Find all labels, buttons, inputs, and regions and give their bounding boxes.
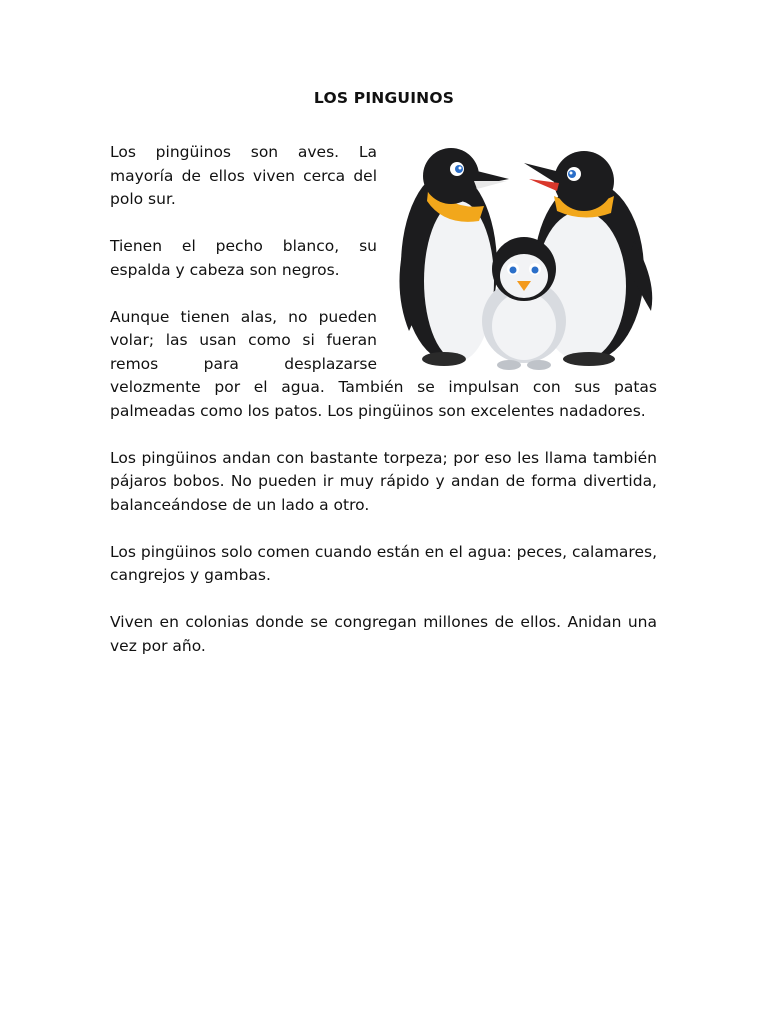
document-body bbox=[110, 141, 657, 682]
penguin-family-illustration bbox=[389, 141, 657, 374]
paragraph-3: Aunque tienen alas, no pueden volar; las usan como si fueran remos para desplazarse velozmente por el agua. También se impulsan con sus patas palmeadas como los patos. Los pingüinos son excelentes nadadores. bbox=[110, 307, 657, 420]
paragraph-1: Los pingüinos son aves. La mayoría de ellos viven cerca del polo sur. bbox=[110, 143, 377, 208]
paragraph-5: Los pingüinos solo comen cuando están en el agua: peces, calamares, cangrejos y gambas. bbox=[110, 542, 657, 584]
paragraph-6: Viven en colonias donde se congregan millones de ellos. Anidan una vez por año. bbox=[110, 613, 657, 655]
document-title: LOS PINGUINOS bbox=[313, 89, 455, 107]
penguin-chick bbox=[482, 237, 566, 370]
paragraph-4: Los pingüinos andan con bastante torpeza; por eso les llama también pájaros bobos. No pueden ir muy rápido y andan de forma divertida, balanceándose de un lado a otro. bbox=[110, 448, 657, 514]
paragraph-2: Tienen el pecho blanco, su espalda y cabeza son negros. bbox=[110, 237, 377, 279]
penguin-icon bbox=[389, 141, 657, 374]
